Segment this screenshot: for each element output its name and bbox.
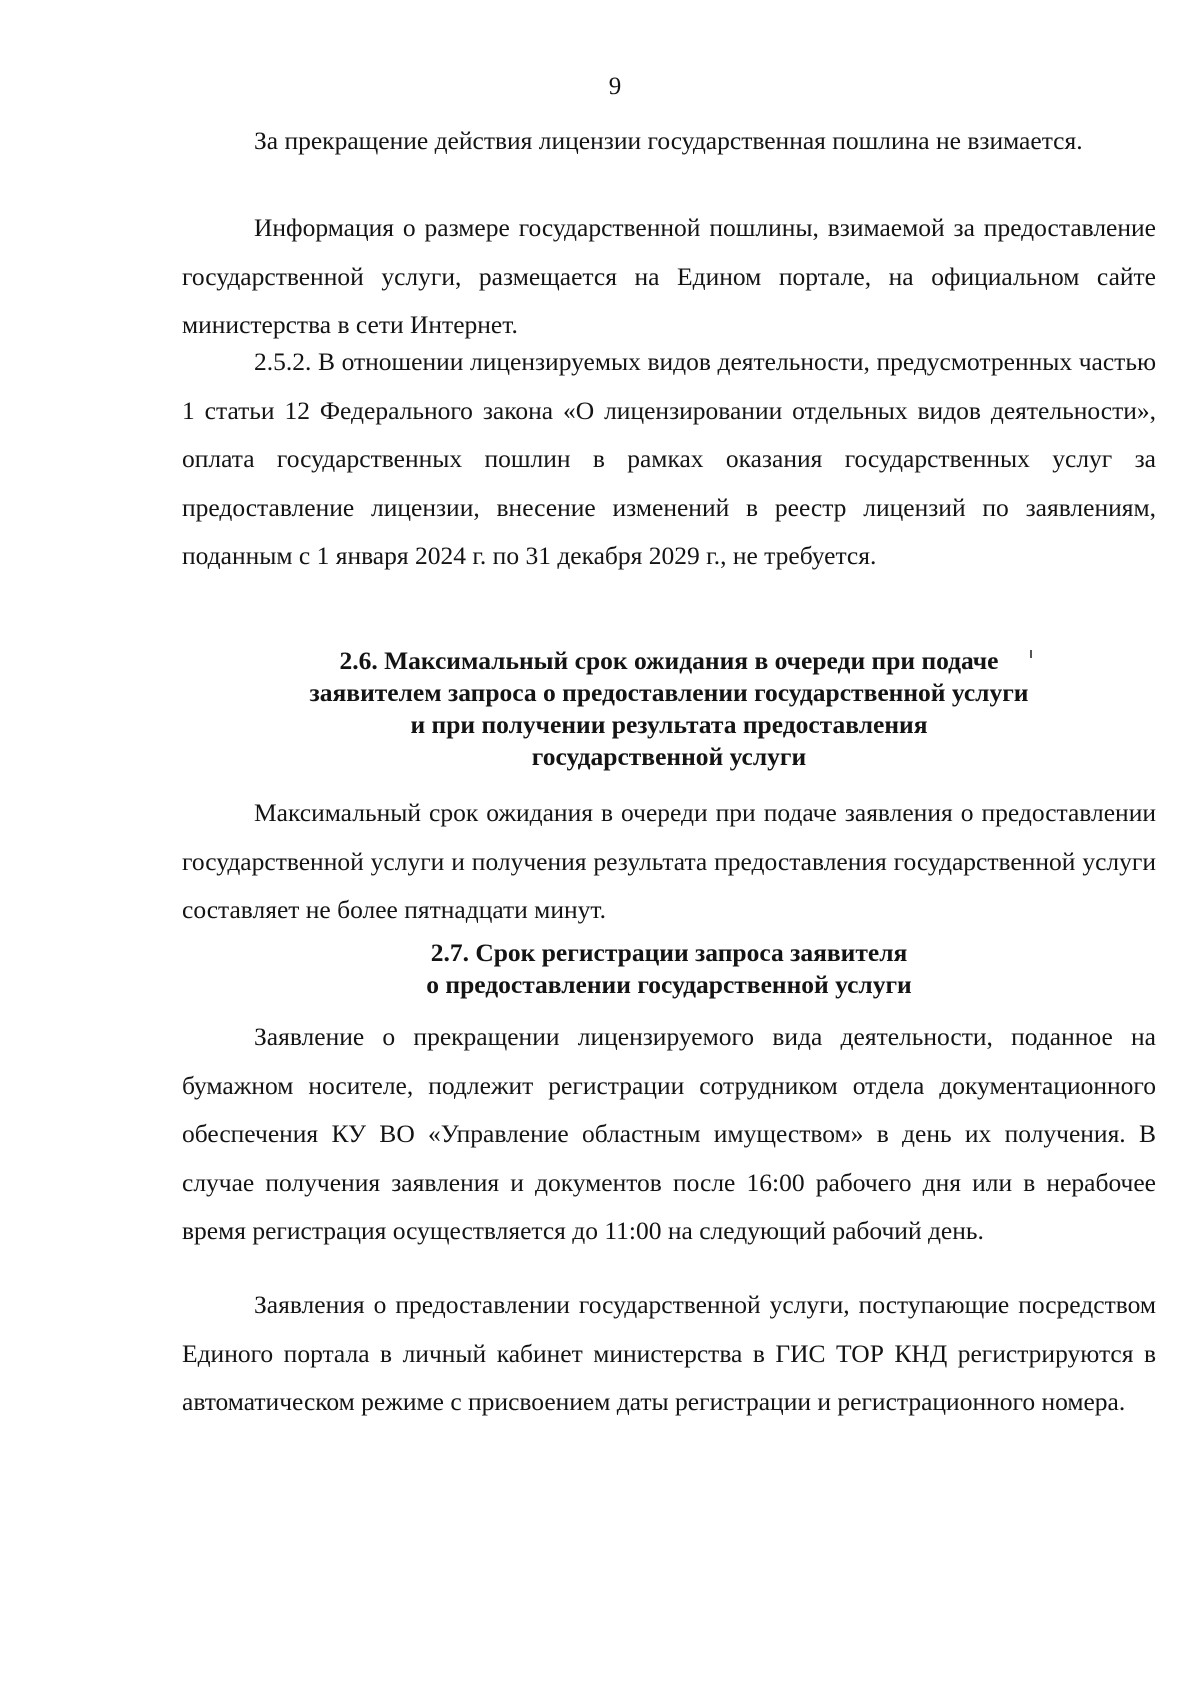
paragraph-portal-registration: Заявления о предоставлении государственной услуги, поступающие посредством Единого портала в личный кабинет министерства в ГИС ТОР КНД регистрируются в автоматическом режиме с присвоением даты регистрации и регистрационного номера.	[182, 1290, 1156, 1416]
heading-2-7	[182, 937, 1156, 1001]
heading-2-6-line-1: 2.6. Максимальный срок ожидания в очереди при подаче	[339, 646, 999, 675]
paragraph-fee-information: Информация о размере государственной пошлины, взимаемой за предоставление государственной услуги, размещается на Едином портале, на официальном сайте министерства в сети Интернет.	[182, 213, 1156, 339]
paragraph-2-5-2: 2.5.2. В отношении лицензируемых видов деятельности, предусмотренных частью 1 статьи 12 Федерального закона «О лицензировании отдельных видов деятельности», оплата государственных пошлин в рамках оказания государственных услуг за предоставление лицензии, внесение изменений в реестр лицензий по заявлениям, поданным с 1 января 2024 г. по 31 декабря 2029 г., не требуется.	[182, 347, 1156, 570]
paragraph-fee-exemption: За прекращение действия лицензии государственная пошлина не взимается.	[254, 126, 1083, 155]
paragraph-queue-time: Максимальный срок ожидания в очереди при подаче заявления о предоставлении государственной услуги и получения результата предоставления государственной услуги составляет не более пятнадцати минут.	[182, 798, 1156, 924]
heading-2-6-line-3: и при получении результата предоставления	[410, 710, 928, 739]
heading-2-6-line-2: заявителем запроса о предоставлении государственной услуги	[309, 678, 1029, 707]
page-number: 9	[608, 73, 622, 100]
scan-speck	[1030, 650, 1032, 658]
heading-2-7-line-2: о предоставлении государственной услуги	[426, 970, 912, 999]
heading-2-6-line-4: государственной услуги	[531, 742, 807, 771]
heading-2-6	[182, 645, 1156, 773]
heading-2-7-line-1: 2.7. Срок регистрации запроса заявителя	[430, 938, 908, 967]
paragraph-paper-registration: Заявление о прекращении лицензируемого вида деятельности, поданное на бумажном носителе, подлежит регистрации сотрудником отдела документационного обеспечения КУ ВО «Управление областным имуществом» в день их получения. В случае получения заявления и документов после 16:00 рабочего дня или в нерабочее время регистрация осуществляется до 11:00 на следующий рабочий день.	[182, 1022, 1156, 1245]
